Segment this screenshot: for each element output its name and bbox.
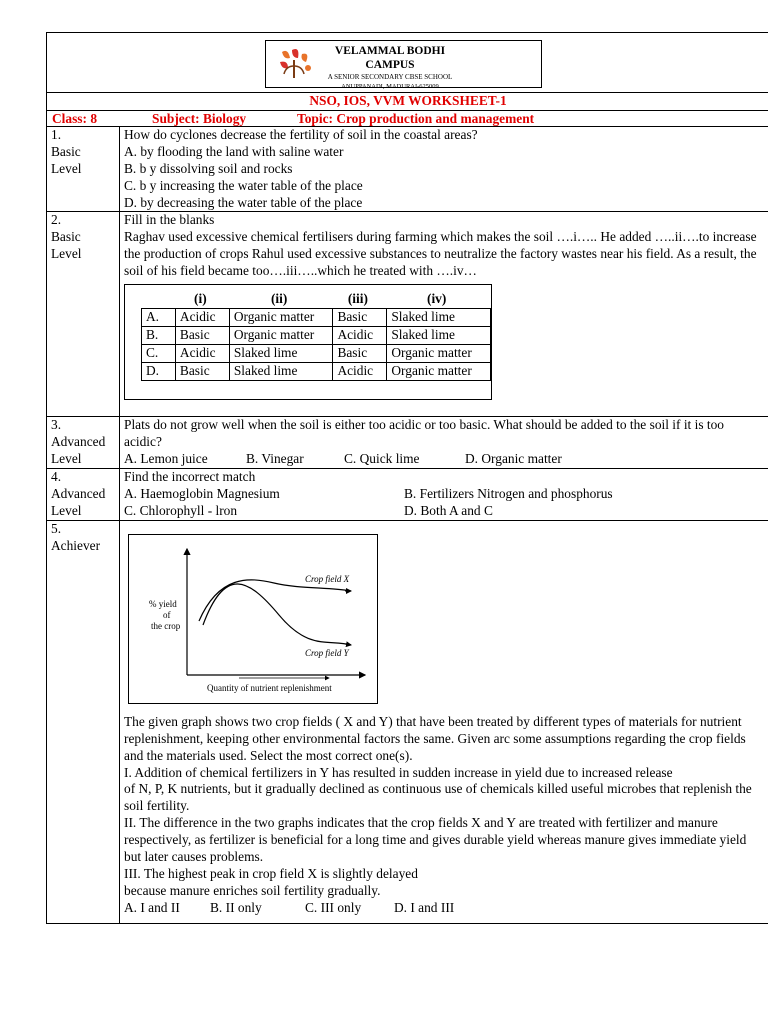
q2-table-row bbox=[142, 344, 491, 362]
q2-row-a-iii: Basic bbox=[333, 308, 387, 326]
q4-options-row-2 bbox=[124, 503, 765, 520]
school-name: VELAMMAL BODHI CAMPUS bbox=[334, 45, 446, 71]
q1-option-b: B. b y dissolving soil and rocks bbox=[124, 160, 293, 176]
school-address: ANUPPANADI, MADURAI-625009 bbox=[341, 83, 439, 90]
q5-intro: The given graph shows two crop fields ( X and Y) that have been treated by different types of materials for nutrient replenishment, keeping other environmental factors the same. Given arc some assumptions regarding the crop fields and the materials used. Select the most correct one(s). bbox=[124, 713, 746, 763]
q2-heading: Fill in the blanks bbox=[124, 212, 215, 228]
q5-option-c: C. III only bbox=[305, 899, 362, 915]
q2-row-c-letter: C. bbox=[142, 344, 176, 362]
header-cell bbox=[47, 33, 768, 93]
q5-yield-graph bbox=[128, 534, 378, 704]
q2-options-table bbox=[124, 284, 492, 400]
q5-option-b: B. II only bbox=[210, 899, 262, 915]
q2-level-label: 2. Basic Level bbox=[47, 212, 120, 417]
q5-statement-3a: III. The highest peak in crop field X is slightly delayed bbox=[124, 865, 418, 881]
q2-row-d-ii: Slaked lime bbox=[229, 362, 333, 380]
q2-row-d-i: Basic bbox=[175, 362, 229, 380]
q1-option-d: D. by decreasing the water table of the place bbox=[124, 194, 363, 210]
q2-row-b-iii: Acidic bbox=[333, 326, 387, 344]
q5-statement-2: II. The difference in the two graphs indicates that the crop fields X and Y are treated with fertilizer and manure respectively, as fertilizer is beneficial for a long time and gives durable yield whereas manure gives immediate yield but later causes problems. bbox=[124, 815, 747, 865]
q5-options bbox=[124, 900, 765, 917]
q5-body bbox=[120, 520, 768, 923]
q2-row-d-iv: Organic matter bbox=[387, 362, 491, 380]
q2-row-c-iii: Basic bbox=[333, 344, 387, 362]
q4-option-a: A. Haemoglobin Magnesium bbox=[124, 485, 280, 501]
worksheet-table bbox=[46, 32, 768, 924]
q1-text: How do cyclones decrease the fertility of soil in the coastal areas? bbox=[124, 126, 478, 142]
q2-table-header bbox=[142, 291, 491, 308]
q1-level-label: 1. Basic Level bbox=[47, 126, 120, 212]
question-row-1 bbox=[47, 126, 768, 212]
q2-row-c-i: Acidic bbox=[175, 344, 229, 362]
q2-row-d-letter: D. bbox=[142, 362, 176, 380]
q5-graph-svg bbox=[129, 535, 377, 703]
q2-text: Raghav used excessive chemical fertilisers during farming which makes the soil ….i….. He added …..ii….to increase the production of crops Rahul used excessive substances to neutralize the factory wastes near his field. As a result, the soil of his field became too….iii…..which he treated with ….iv… bbox=[124, 229, 757, 279]
q2-body bbox=[120, 212, 768, 417]
q2-row-b-i: Basic bbox=[175, 326, 229, 344]
school-subtitle: A SENIOR SECONDARY CBSE SCHOOL bbox=[327, 73, 453, 81]
q5-statement-3b: because manure enriches soil fertility gradually. bbox=[124, 882, 381, 898]
title-row bbox=[47, 93, 768, 111]
q2-header-i: (i) bbox=[194, 291, 207, 307]
q5-statement-1b: of N, P, K nutrients, but it gradually declined as continuous use of chemicals killed useful microbes that replenish the soil fertility. bbox=[124, 781, 752, 814]
worksheet-page bbox=[46, 32, 768, 924]
q3-option-a: A. Lemon juice bbox=[124, 450, 208, 466]
q3-body bbox=[120, 417, 768, 469]
q2-row-b-iv: Slaked lime bbox=[387, 326, 491, 344]
meta-row bbox=[47, 110, 768, 126]
class-label: Class: 8 bbox=[52, 110, 98, 126]
crop-field-x-curve bbox=[199, 580, 351, 621]
header-row bbox=[47, 33, 768, 93]
q3-option-b: B. Vinegar bbox=[246, 450, 304, 466]
q2-row-b-letter: B. bbox=[142, 326, 176, 344]
question-row-3 bbox=[47, 417, 768, 469]
q2-header-iv: (iv) bbox=[427, 291, 447, 307]
school-emblem-icon bbox=[274, 46, 316, 82]
q2-row-a-ii: Organic matter bbox=[229, 308, 333, 326]
q2-header-ii: (ii) bbox=[270, 291, 288, 307]
crop-field-y-curve bbox=[203, 584, 351, 645]
q1-option-a: A. by flooding the land with saline water bbox=[124, 143, 344, 159]
q5-option-a: A. I and II bbox=[124, 899, 180, 915]
q2-table-row bbox=[142, 362, 491, 380]
graph-curve-x-label: Crop field X bbox=[305, 573, 350, 584]
topic-label: Topic: Crop production and management bbox=[297, 110, 535, 126]
q2-row-a-iv: Slaked lime bbox=[387, 308, 491, 326]
question-row-2 bbox=[47, 212, 768, 417]
q2-row-c-iv: Organic matter bbox=[387, 344, 491, 362]
q2-row-a-letter: A. bbox=[142, 308, 176, 326]
q5-level-label: 5. Achiever bbox=[47, 520, 120, 923]
q4-options-row-1 bbox=[124, 486, 765, 503]
q3-options bbox=[124, 451, 765, 468]
worksheet-title: NSO, IOS, VVM WORKSHEET-1 bbox=[47, 93, 768, 111]
q2-table-row bbox=[142, 326, 491, 344]
q2-row-d-iii: Acidic bbox=[333, 362, 387, 380]
q5-statement-1a: I. Addition of chemical fertilizers in Y has resulted in sudden increase in yield due to increased release bbox=[124, 764, 673, 780]
meta-cell bbox=[47, 110, 768, 126]
q1-body bbox=[120, 126, 768, 212]
school-logo-box bbox=[265, 40, 542, 88]
q4-option-c: C. Chlorophyll - lron bbox=[124, 502, 238, 518]
graph-xlabel: Quantity of nutrient replenishment bbox=[207, 682, 332, 693]
q4-body bbox=[120, 468, 768, 520]
graph-ylabel-line1: % yield of the crop bbox=[149, 598, 181, 631]
q2-row-c-ii: Slaked lime bbox=[229, 344, 333, 362]
question-row-4 bbox=[47, 468, 768, 520]
q2-row-b-ii: Organic matter bbox=[229, 326, 333, 344]
q2-header-iii: (iii) bbox=[347, 291, 368, 307]
subject-label: Subject: Biology bbox=[152, 110, 247, 126]
q4-text: Find the incorrect match bbox=[124, 468, 256, 484]
question-row-5 bbox=[47, 520, 768, 923]
q5-option-d: D. I and III bbox=[394, 899, 455, 915]
q3-level-label: 3. Advanced Level bbox=[47, 417, 120, 469]
q3-text: Plats do not grow well when the soil is either too acidic or too basic. What should be added to the soil if it is too acidic? bbox=[124, 417, 725, 449]
q3-option-c: C. Quick lime bbox=[344, 450, 420, 466]
q4-level-label: 4. Advanced Level bbox=[47, 468, 120, 520]
q1-option-c: C. b y increasing the water table of the place bbox=[124, 177, 363, 193]
q4-option-d: D. Both A and C bbox=[404, 502, 493, 518]
graph-curve-y-label: Crop field Y bbox=[305, 647, 349, 658]
q3-option-d: D. Organic matter bbox=[465, 450, 562, 466]
school-logo-text bbox=[322, 44, 458, 91]
q2-table-row bbox=[142, 308, 491, 326]
q2-row-a-i: Acidic bbox=[175, 308, 229, 326]
q4-option-b: B. Fertilizers Nitrogen and phosphorus bbox=[404, 485, 613, 501]
